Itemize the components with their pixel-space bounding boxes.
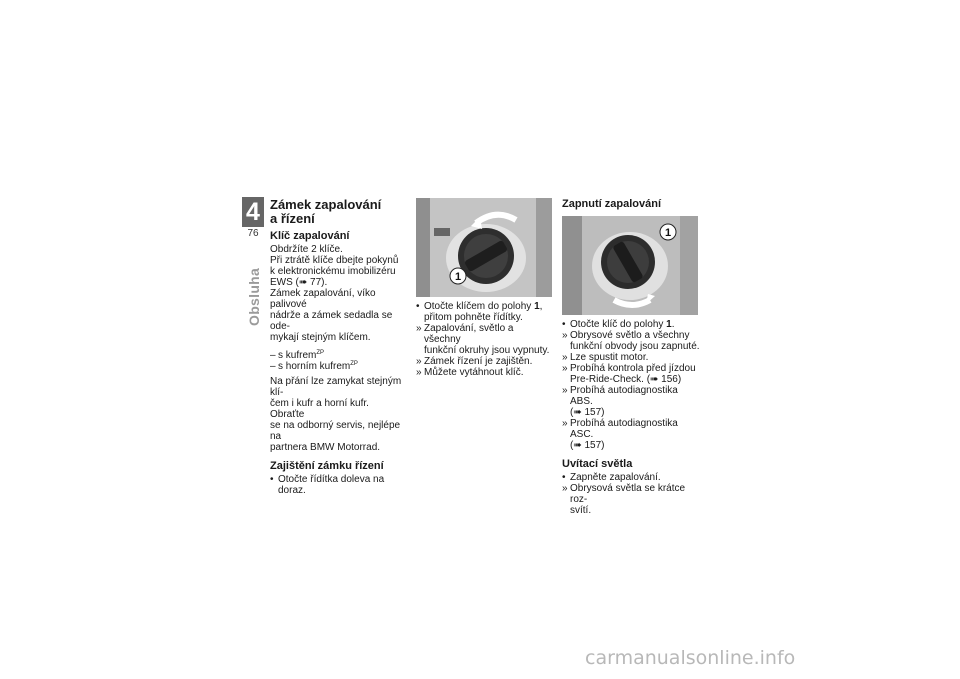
steps-on bbox=[562, 319, 702, 451]
section-title: Zámek zapalování a řízení bbox=[270, 197, 382, 226]
ignition-lock-photo-on bbox=[562, 216, 698, 315]
list-item: » Obrysová světla se krátce roz- svítí. bbox=[562, 483, 686, 516]
list-item: – s kufrem$^{ZP}$ bbox=[270, 350, 325, 361]
ignition-on-heading: Zapnutí zapalování bbox=[562, 198, 662, 210]
photo-callout-1: 1 bbox=[664, 227, 672, 239]
list-item: » Obrysové světlo a všechny funkční obvody jsou zapnuté. bbox=[562, 330, 700, 352]
list-item: » Můžete vytáhnout klíč. bbox=[416, 367, 524, 378]
chapter-label: Obsluha bbox=[246, 267, 262, 326]
list-item: » Probíhá autodiagnostika ABS. (➠ 157) bbox=[562, 385, 678, 418]
list-item: » Zapalování, světlo a všechny funkční okruhy jsou vypnuty. bbox=[416, 323, 550, 356]
ignition-lock-photo-off bbox=[416, 198, 552, 297]
list-item: – s horním kufrem$^{ZP}$ bbox=[270, 361, 358, 372]
list-item: » Probíhá kontrola před jízdou Pre-Ride-Check. (➠ 156) bbox=[562, 363, 696, 385]
option-list bbox=[270, 350, 406, 372]
key-heading: Klíč zapalování bbox=[270, 230, 350, 242]
page-number: 76 bbox=[247, 228, 259, 239]
extra-text: Na přání lze zamykat stejným klí- čem i kufr a horní kufr. Obraťte se na odborný servis, nejlépe na partnera BMW Motorrad. bbox=[270, 376, 402, 453]
column-2 bbox=[416, 198, 552, 378]
list-item: • Otočte řídítka doleva na doraz. bbox=[270, 474, 385, 496]
list-item: • Otočte klíč do polohy 1. bbox=[562, 319, 675, 330]
lock-steps bbox=[270, 474, 406, 496]
chapter-number: 4 bbox=[242, 197, 264, 227]
steps-off bbox=[416, 301, 552, 378]
key-text: Obdržíte 2 klíče. Při ztrátě klíče dbejte pokynů k elektronickému imobilizéru EWS (➠ 77). Zámek zapalování, víko palivové nádrže a zámek sedadla se ode- mykají stejným klíčem. bbox=[270, 244, 399, 343]
column-3 bbox=[562, 198, 702, 516]
column-1 bbox=[270, 198, 406, 496]
list-item: » Zámek řízení je zajištěn. bbox=[416, 356, 533, 367]
welcome-light-heading: Uvítací světla bbox=[562, 458, 633, 470]
list-item: » Lze spustit motor. bbox=[562, 352, 649, 363]
list-item: • Otočte klíčem do polohy 1, přitom pohněte řídítky. bbox=[416, 301, 543, 323]
list-item: • Zapněte zapalování. bbox=[562, 472, 661, 483]
welcome-steps bbox=[562, 472, 702, 516]
lock-heading: Zajištění zámku řízení bbox=[270, 460, 384, 472]
photo-callout-1: 1 bbox=[454, 271, 462, 283]
list-item: » Probíhá autodiagnostika ASC. (➠ 157) bbox=[562, 418, 678, 451]
watermark: carmanualsonline.info bbox=[585, 647, 796, 669]
